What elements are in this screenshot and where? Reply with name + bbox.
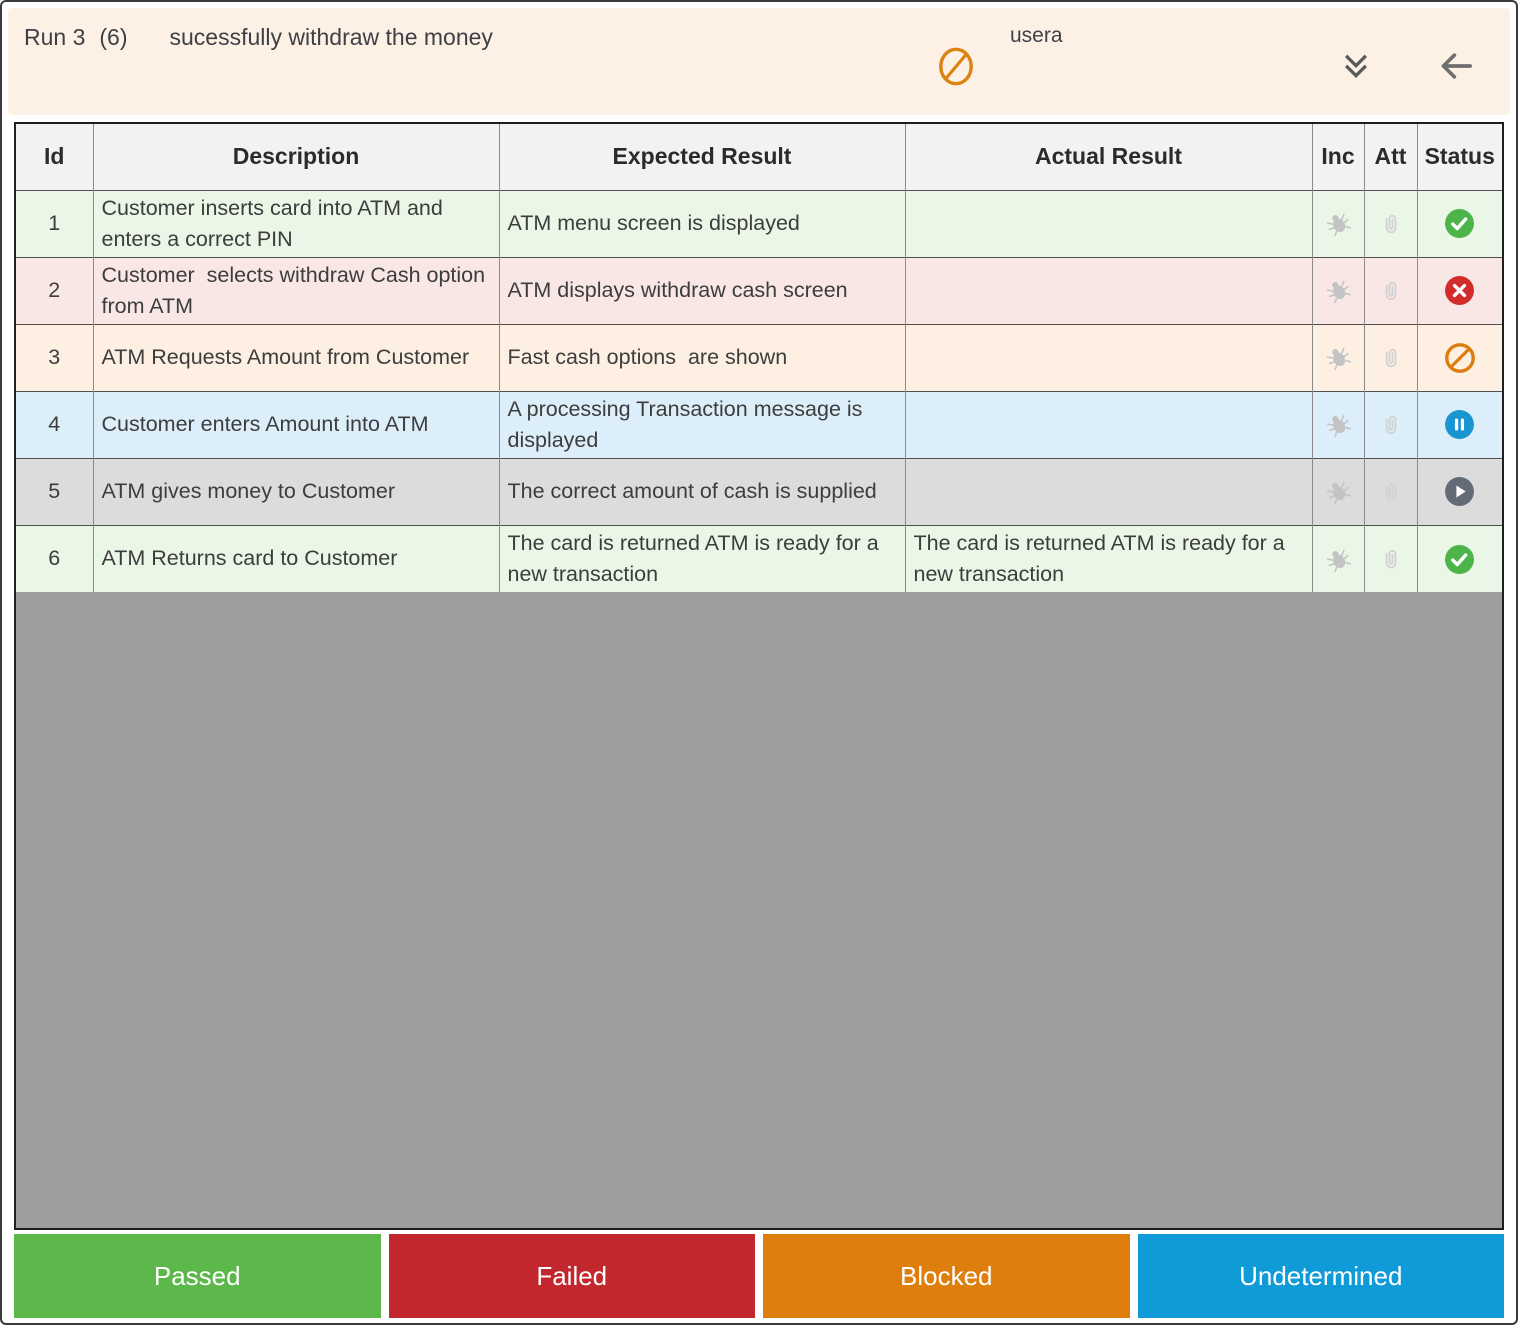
step-expected-result: A processing Transaction message is displayed <box>499 391 905 458</box>
double-chevron-down-icon[interactable] <box>1340 50 1372 89</box>
step-description: Customer selects withdraw Cash option from ATM <box>93 257 499 324</box>
step-status <box>1417 257 1502 324</box>
bug-icon <box>1325 412 1352 436</box>
paperclip-icon <box>1379 479 1402 503</box>
step-actual-result <box>905 391 1312 458</box>
bug-icon <box>1325 345 1352 369</box>
add-attachment-button[interactable] <box>1364 391 1417 458</box>
status-passed-icon <box>1444 546 1475 570</box>
step-description: ATM Returns card to Customer <box>93 525 499 592</box>
run-name: Run 3 <box>24 24 86 50</box>
table-row[interactable] <box>16 324 1502 391</box>
add-incident-button[interactable] <box>1312 190 1364 257</box>
step-actual-result <box>905 257 1312 324</box>
step-expected-result: Fast cash options are shown <box>499 324 905 391</box>
bug-icon <box>1325 546 1352 570</box>
column-header-attachment: Att <box>1364 124 1417 190</box>
status-failed-icon <box>1444 278 1475 302</box>
paperclip-icon <box>1379 345 1402 369</box>
run-status-blocked-icon <box>936 44 976 94</box>
step-actual-result: The card is returned ATM is ready for a new transaction <box>905 525 1312 592</box>
step-id: 5 <box>16 458 93 525</box>
back-arrow-icon[interactable] <box>1436 46 1476 91</box>
test-steps-table <box>16 124 1502 592</box>
table-row[interactable] <box>16 190 1502 257</box>
step-status <box>1417 458 1502 525</box>
bug-icon <box>1325 278 1352 302</box>
add-incident-button[interactable] <box>1312 324 1364 391</box>
step-expected-result: The correct amount of cash is supplied <box>499 458 905 525</box>
paperclip-icon <box>1379 211 1402 235</box>
step-id: 1 <box>16 190 93 257</box>
step-description: Customer enters Amount into ATM <box>93 391 499 458</box>
run-header <box>8 8 1510 115</box>
add-incident-button[interactable] <box>1312 458 1364 525</box>
step-actual-result <box>905 458 1312 525</box>
step-actual-result <box>905 190 1312 257</box>
step-status <box>1417 324 1502 391</box>
add-attachment-button[interactable] <box>1364 190 1417 257</box>
add-incident-button[interactable] <box>1312 525 1364 592</box>
add-attachment-button[interactable] <box>1364 324 1417 391</box>
status-blocked-icon <box>1444 344 1476 368</box>
column-header-expected-result: Expected Result <box>499 124 905 190</box>
column-header-incident: Inc <box>1312 124 1364 190</box>
column-header-id: Id <box>16 124 93 190</box>
paperclip-icon <box>1379 546 1402 570</box>
step-id: 6 <box>16 525 93 592</box>
table-header-row <box>16 124 1502 190</box>
step-description: Customer inserts card into ATM and enters a correct PIN <box>93 190 499 257</box>
column-header-status: Status <box>1417 124 1502 190</box>
step-status <box>1417 525 1502 592</box>
status-paused-icon <box>1444 412 1475 436</box>
column-header-actual-result: Actual Result <box>905 124 1312 190</box>
status-running-icon <box>1444 479 1475 503</box>
step-status <box>1417 391 1502 458</box>
add-attachment-button[interactable] <box>1364 525 1417 592</box>
failed-button[interactable]: Failed <box>389 1234 756 1318</box>
add-incident-button[interactable] <box>1312 391 1364 458</box>
step-expected-result: ATM menu screen is displayed <box>499 190 905 257</box>
step-expected-result: The card is returned ATM is ready for a new transaction <box>499 525 905 592</box>
undetermined-button[interactable]: Undetermined <box>1138 1234 1505 1318</box>
bug-icon <box>1325 479 1352 503</box>
step-id: 2 <box>16 257 93 324</box>
blocked-button[interactable]: Blocked <box>763 1234 1130 1318</box>
status-passed-icon <box>1444 211 1475 235</box>
add-attachment-button[interactable] <box>1364 257 1417 324</box>
paperclip-icon <box>1379 278 1402 302</box>
table-row[interactable] <box>16 525 1502 592</box>
column-header-description: Description <box>93 124 499 190</box>
step-id: 4 <box>16 391 93 458</box>
step-expected-result: ATM displays withdraw cash screen <box>499 257 905 324</box>
add-attachment-button[interactable] <box>1364 458 1417 525</box>
step-description: ATM Requests Amount from Customer <box>93 324 499 391</box>
bug-icon <box>1325 211 1352 235</box>
step-id: 3 <box>16 324 93 391</box>
table-row[interactable] <box>16 391 1502 458</box>
add-incident-button[interactable] <box>1312 257 1364 324</box>
run-title: sucessfully withdraw the money <box>169 24 493 50</box>
table-row[interactable] <box>16 458 1502 525</box>
paperclip-icon <box>1379 412 1402 436</box>
run-label <box>24 24 493 51</box>
table-row[interactable] <box>16 257 1502 324</box>
step-status <box>1417 190 1502 257</box>
test-steps-table-container <box>14 122 1504 1230</box>
assigned-user: usera <box>1010 24 1063 47</box>
passed-button[interactable]: Passed <box>14 1234 381 1318</box>
step-description: ATM gives money to Customer <box>93 458 499 525</box>
step-actual-result <box>905 324 1312 391</box>
verdict-button-bar <box>14 1234 1504 1318</box>
run-step-count: (6) <box>99 24 128 50</box>
